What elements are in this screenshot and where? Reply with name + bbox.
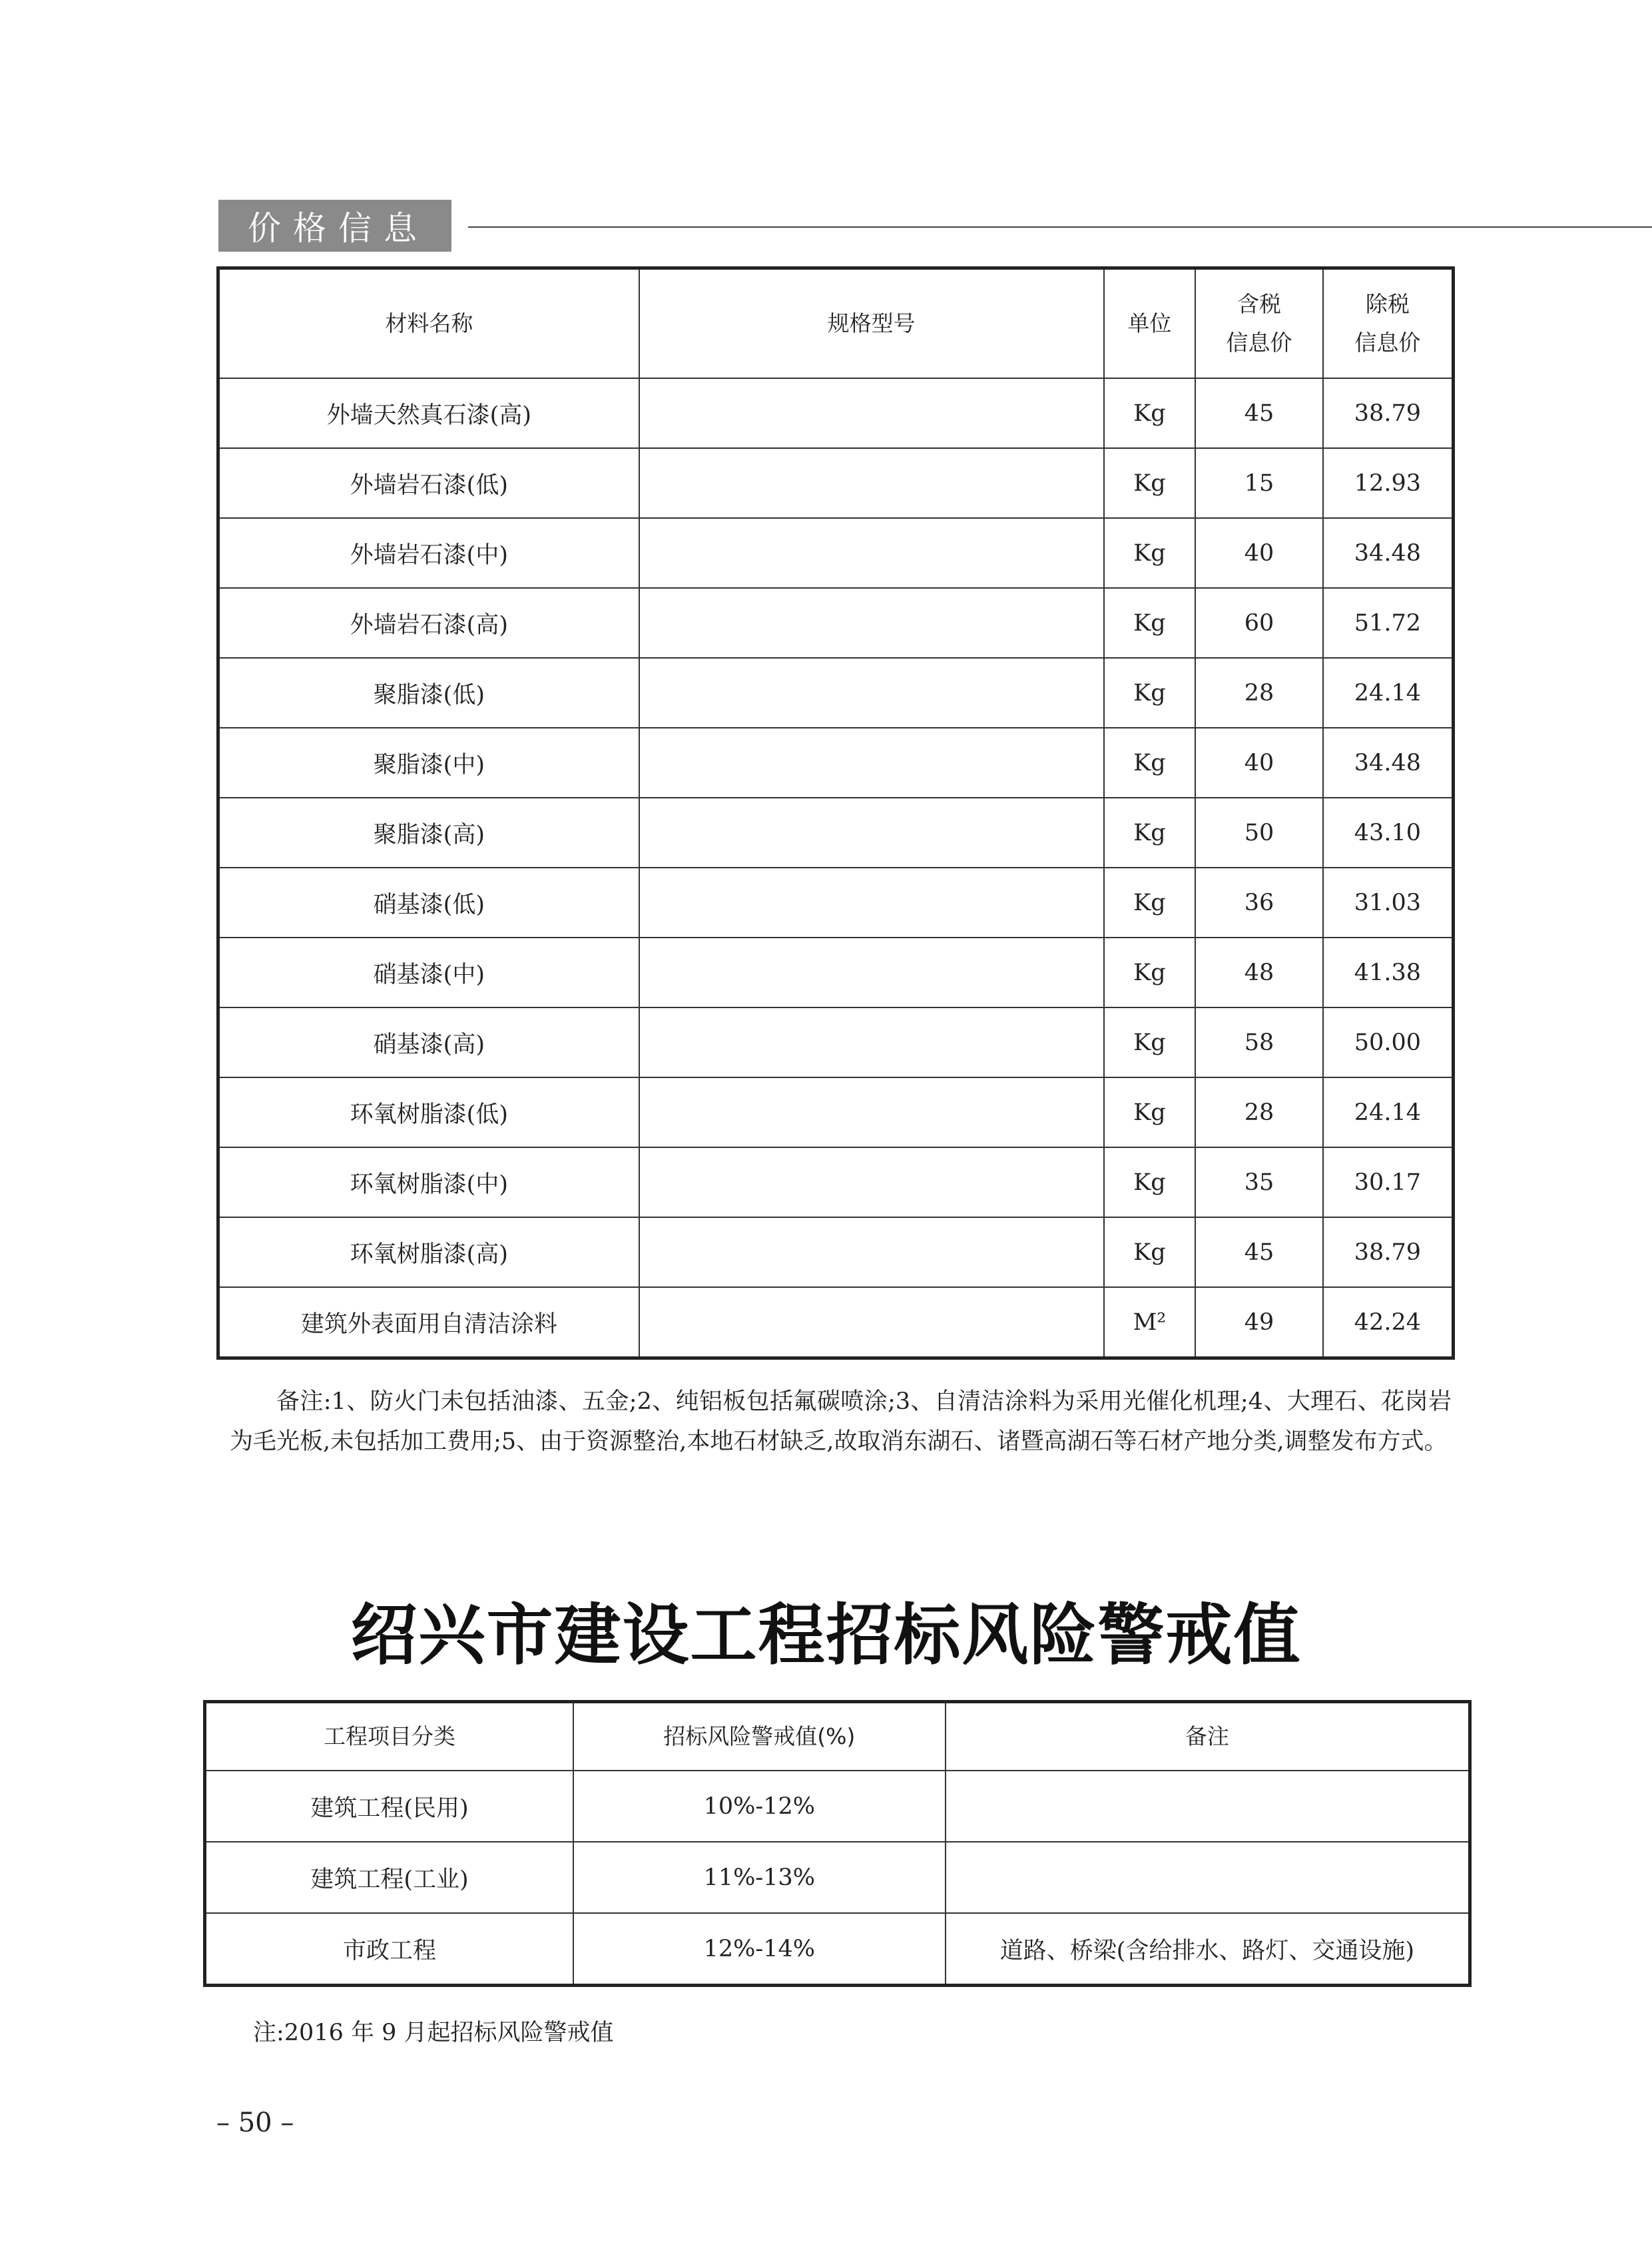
cell-unit: Kg: [1104, 1147, 1196, 1217]
cell-incl: 40: [1195, 728, 1323, 798]
risk-table: [203, 1700, 1472, 1987]
cell-unit: Kg: [1104, 728, 1196, 798]
cell-unit: Kg: [1104, 448, 1196, 518]
cell-spec: [639, 798, 1104, 868]
cell-incl: 45: [1195, 1217, 1323, 1287]
table-row: [205, 1913, 1470, 1986]
cell-excl: 34.48: [1323, 518, 1454, 588]
cell-incl: 28: [1195, 1077, 1323, 1147]
cell-name: 聚脂漆(高): [218, 798, 639, 868]
cell-name: 外墙岩石漆(低): [218, 448, 639, 518]
cell-excl: 42.24: [1323, 1287, 1454, 1358]
cell-unit: Kg: [1104, 798, 1196, 868]
cell-incl: 36: [1195, 868, 1323, 938]
cell-spec: [639, 1077, 1104, 1147]
header-note: 备注: [946, 1702, 1470, 1771]
section-label: 价格信息: [218, 200, 451, 252]
table-row: [205, 1842, 1470, 1913]
cell-spec: [639, 1007, 1104, 1077]
cell-excl: 31.03: [1323, 868, 1454, 938]
cell-excl: 24.14: [1323, 1077, 1454, 1147]
cell-unit: Kg: [1104, 1217, 1196, 1287]
price-table: [216, 266, 1455, 1360]
header-tax-excl: 除税 信息价: [1323, 268, 1454, 379]
price-table-header-row: [218, 268, 1454, 379]
cell-excl: 38.79: [1323, 1217, 1454, 1287]
table-row: [218, 588, 1454, 658]
section-header: [218, 200, 1550, 252]
cell-name: 聚脂漆(低): [218, 658, 639, 728]
cell-excl: 24.14: [1323, 658, 1454, 728]
cell-excl: 12.93: [1323, 448, 1454, 518]
risk-title: 绍兴市建设工程招标风险警戒值: [350, 1595, 1302, 1674]
cell-excl: 43.10: [1323, 798, 1454, 868]
cell-incl: 35: [1195, 1147, 1323, 1217]
cell-name: 环氧树脂漆(低): [218, 1077, 639, 1147]
cell-unit: Kg: [1104, 1077, 1196, 1147]
cell-name: 外墙岩石漆(高): [218, 588, 639, 658]
header-spec: 规格型号: [639, 268, 1104, 379]
cell-incl: 48: [1195, 938, 1323, 1007]
table-row: [218, 518, 1454, 588]
cell-unit: M²: [1104, 1287, 1196, 1358]
table-row: [218, 448, 1454, 518]
remarks-paragraph: 备注:1、防火门未包括油漆、五金;2、纯铝板包括氟碳喷涂;3、自清洁涂料为采用光催化机理;4、大理石、花岗岩为毛光板,未包括加工费用;5、由于资源整治,本地石材缺乏,故取消东湖石、诸暨高湖石等石材产地分类,调整发布方式。: [230, 1388, 1452, 1455]
cell-excl: 30.17: [1323, 1147, 1454, 1217]
cell-incl: 40: [1195, 518, 1323, 588]
cell-excl: 34.48: [1323, 728, 1454, 798]
table-row: [218, 1077, 1454, 1147]
cell-value: 11%-13%: [573, 1842, 946, 1913]
cell-name: 硝基漆(高): [218, 1007, 639, 1077]
cell-note: [946, 1842, 1470, 1913]
cell-spec: [639, 658, 1104, 728]
cell-note: 道路、桥梁(含给排水、路灯、交通设施): [946, 1913, 1470, 1986]
table-row: [218, 868, 1454, 938]
cell-category: 建筑工程(工业): [205, 1842, 573, 1913]
cell-incl: 45: [1195, 378, 1323, 448]
cell-incl: 49: [1195, 1287, 1323, 1358]
cell-unit: Kg: [1104, 1007, 1196, 1077]
footnote: 注:2016 年 9 月起招标风险警戒值: [253, 2020, 614, 2046]
cell-unit: Kg: [1104, 378, 1196, 448]
table-row: [218, 1287, 1454, 1358]
cell-unit: Kg: [1104, 518, 1196, 588]
cell-spec: [639, 1147, 1104, 1217]
cell-name: 外墙岩石漆(中): [218, 518, 639, 588]
cell-spec: [639, 938, 1104, 1007]
cell-name: 外墙天然真石漆(高): [218, 378, 639, 448]
cell-name: 硝基漆(中): [218, 938, 639, 1007]
cell-excl: 50.00: [1323, 1007, 1454, 1077]
header-tax-incl: 含税 信息价: [1195, 268, 1323, 379]
cell-excl: 38.79: [1323, 378, 1454, 448]
cell-spec: [639, 1217, 1104, 1287]
cell-incl: 50: [1195, 798, 1323, 868]
cell-value: 10%-12%: [573, 1771, 946, 1842]
page-number: – 50 –: [216, 2108, 294, 2138]
table-row: [218, 378, 1454, 448]
header-rule: [468, 226, 1652, 228]
cell-spec: [639, 868, 1104, 938]
table-row: [218, 658, 1454, 728]
cell-name: 硝基漆(低): [218, 868, 639, 938]
table-row: [218, 938, 1454, 1007]
cell-excl: 51.72: [1323, 588, 1454, 658]
table-row: [205, 1771, 1470, 1842]
cell-note: [946, 1771, 1470, 1842]
cell-incl: 28: [1195, 658, 1323, 728]
table-row: [218, 1007, 1454, 1077]
cell-spec: [639, 728, 1104, 798]
cell-excl: 41.38: [1323, 938, 1454, 1007]
cell-name: 建筑外表面用自清洁涂料: [218, 1287, 639, 1358]
cell-category: 建筑工程(民用): [205, 1771, 573, 1842]
cell-name: 环氧树脂漆(中): [218, 1147, 639, 1217]
cell-incl: 60: [1195, 588, 1323, 658]
cell-unit: Kg: [1104, 868, 1196, 938]
header-name: 材料名称: [218, 268, 639, 379]
cell-unit: Kg: [1104, 938, 1196, 1007]
table-row: [218, 1217, 1454, 1287]
table-row: [218, 728, 1454, 798]
header-value: 招标风险警戒值(%): [573, 1702, 946, 1771]
cell-unit: Kg: [1104, 588, 1196, 658]
header-category: 工程项目分类: [205, 1702, 573, 1771]
cell-value: 12%-14%: [573, 1913, 946, 1986]
cell-incl: 15: [1195, 448, 1323, 518]
cell-category: 市政工程: [205, 1913, 573, 1986]
cell-name: 环氧树脂漆(高): [218, 1217, 639, 1287]
table-row: [218, 1147, 1454, 1217]
risk-table-header-row: [205, 1702, 1470, 1771]
cell-spec: [639, 588, 1104, 658]
table-row: [218, 798, 1454, 868]
cell-spec: [639, 378, 1104, 448]
header-unit: 单位: [1104, 268, 1196, 379]
cell-spec: [639, 1287, 1104, 1358]
cell-unit: Kg: [1104, 658, 1196, 728]
cell-incl: 58: [1195, 1007, 1323, 1077]
cell-spec: [639, 448, 1104, 518]
cell-name: 聚脂漆(中): [218, 728, 639, 798]
cell-spec: [639, 518, 1104, 588]
